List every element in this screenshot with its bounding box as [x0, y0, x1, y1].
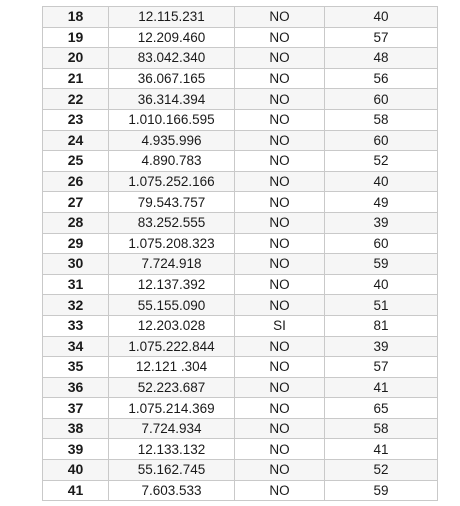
- id-number-cell: 79.543.757: [109, 192, 235, 213]
- age-cell: 41: [325, 439, 438, 460]
- row-number-cell: 20: [43, 48, 109, 69]
- records-table: [42, 6, 438, 501]
- id-number-cell: 1.010.166.595: [109, 109, 235, 130]
- row-number-cell: 23: [43, 109, 109, 130]
- table-row: [43, 274, 438, 295]
- id-number-cell: 83.042.340: [109, 48, 235, 69]
- id-number-cell: 55.155.090: [109, 295, 235, 316]
- row-number-cell: 26: [43, 171, 109, 192]
- age-cell: 56: [325, 68, 438, 89]
- row-number-cell: 24: [43, 130, 109, 151]
- row-number-cell: 33: [43, 315, 109, 336]
- row-number-cell: 29: [43, 233, 109, 254]
- id-number-cell: 12.115.231: [109, 7, 235, 28]
- age-cell: 59: [325, 480, 438, 501]
- flag-cell: NO: [235, 336, 325, 357]
- row-number-cell: 36: [43, 377, 109, 398]
- table-row: [43, 27, 438, 48]
- flag-cell: NO: [235, 89, 325, 110]
- flag-cell: NO: [235, 439, 325, 460]
- row-number-cell: 35: [43, 357, 109, 378]
- flag-cell: SI: [235, 315, 325, 336]
- flag-cell: NO: [235, 171, 325, 192]
- id-number-cell: 12.133.132: [109, 439, 235, 460]
- table-row: [43, 439, 438, 460]
- flag-cell: NO: [235, 7, 325, 28]
- id-number-cell: 1.075.208.323: [109, 233, 235, 254]
- age-cell: 48: [325, 48, 438, 69]
- row-number-cell: 32: [43, 295, 109, 316]
- table-row: [43, 377, 438, 398]
- flag-cell: NO: [235, 377, 325, 398]
- table-row: [43, 315, 438, 336]
- flag-cell: NO: [235, 295, 325, 316]
- age-cell: 49: [325, 192, 438, 213]
- table-row: [43, 480, 438, 501]
- flag-cell: NO: [235, 398, 325, 419]
- id-number-cell: 52.223.687: [109, 377, 235, 398]
- table-row: [43, 48, 438, 69]
- row-number-cell: 27: [43, 192, 109, 213]
- table-row: [43, 398, 438, 419]
- flag-cell: NO: [235, 48, 325, 69]
- row-number-cell: 25: [43, 151, 109, 172]
- records-table-body: [43, 7, 438, 501]
- age-cell: 39: [325, 336, 438, 357]
- id-number-cell: 36.314.394: [109, 89, 235, 110]
- table-row: [43, 192, 438, 213]
- table-row: [43, 295, 438, 316]
- age-cell: 57: [325, 27, 438, 48]
- row-number-cell: 30: [43, 254, 109, 275]
- row-number-cell: 38: [43, 418, 109, 439]
- table-row: [43, 418, 438, 439]
- age-cell: 40: [325, 274, 438, 295]
- id-number-cell: 83.252.555: [109, 212, 235, 233]
- age-cell: 81: [325, 315, 438, 336]
- row-number-cell: 19: [43, 27, 109, 48]
- age-cell: 58: [325, 418, 438, 439]
- table-row: [43, 336, 438, 357]
- flag-cell: NO: [235, 192, 325, 213]
- age-cell: 39: [325, 212, 438, 233]
- id-number-cell: 4.890.783: [109, 151, 235, 172]
- id-number-cell: 7.603.533: [109, 480, 235, 501]
- flag-cell: NO: [235, 27, 325, 48]
- row-number-cell: 41: [43, 480, 109, 501]
- id-number-cell: 12.137.392: [109, 274, 235, 295]
- row-number-cell: 39: [43, 439, 109, 460]
- flag-cell: NO: [235, 68, 325, 89]
- row-number-cell: 40: [43, 460, 109, 481]
- flag-cell: NO: [235, 480, 325, 501]
- age-cell: 41: [325, 377, 438, 398]
- table-row: [43, 7, 438, 28]
- table-row: [43, 68, 438, 89]
- flag-cell: NO: [235, 151, 325, 172]
- table-row: [43, 254, 438, 275]
- age-cell: 40: [325, 171, 438, 192]
- flag-cell: NO: [235, 233, 325, 254]
- id-number-cell: 1.075.214.369: [109, 398, 235, 419]
- id-number-cell: 12.209.460: [109, 27, 235, 48]
- table-row: [43, 357, 438, 378]
- id-number-cell: 7.724.918: [109, 254, 235, 275]
- id-number-cell: 7.724.934: [109, 418, 235, 439]
- flag-cell: NO: [235, 212, 325, 233]
- id-number-cell: 12.121 .304: [109, 357, 235, 378]
- flag-cell: NO: [235, 357, 325, 378]
- table-row: [43, 89, 438, 110]
- table-row: [43, 233, 438, 254]
- age-cell: 58: [325, 109, 438, 130]
- age-cell: 60: [325, 130, 438, 151]
- flag-cell: NO: [235, 130, 325, 151]
- row-number-cell: 31: [43, 274, 109, 295]
- age-cell: 65: [325, 398, 438, 419]
- age-cell: 40: [325, 7, 438, 28]
- row-number-cell: 37: [43, 398, 109, 419]
- flag-cell: NO: [235, 109, 325, 130]
- row-number-cell: 22: [43, 89, 109, 110]
- records-table-container: [42, 6, 437, 501]
- row-number-cell: 28: [43, 212, 109, 233]
- table-row: [43, 212, 438, 233]
- age-cell: 60: [325, 89, 438, 110]
- age-cell: 52: [325, 151, 438, 172]
- age-cell: 51: [325, 295, 438, 316]
- id-number-cell: 12.203.028: [109, 315, 235, 336]
- flag-cell: NO: [235, 418, 325, 439]
- table-row: [43, 130, 438, 151]
- id-number-cell: 1.075.252.166: [109, 171, 235, 192]
- age-cell: 59: [325, 254, 438, 275]
- age-cell: 57: [325, 357, 438, 378]
- flag-cell: NO: [235, 274, 325, 295]
- age-cell: 52: [325, 460, 438, 481]
- id-number-cell: 4.935.996: [109, 130, 235, 151]
- table-row: [43, 460, 438, 481]
- flag-cell: NO: [235, 254, 325, 275]
- row-number-cell: 21: [43, 68, 109, 89]
- id-number-cell: 55.162.745: [109, 460, 235, 481]
- table-row: [43, 151, 438, 172]
- row-number-cell: 18: [43, 7, 109, 28]
- age-cell: 60: [325, 233, 438, 254]
- row-number-cell: 34: [43, 336, 109, 357]
- id-number-cell: 1.075.222.844: [109, 336, 235, 357]
- flag-cell: NO: [235, 460, 325, 481]
- table-row: [43, 171, 438, 192]
- id-number-cell: 36.067.165: [109, 68, 235, 89]
- table-row: [43, 109, 438, 130]
